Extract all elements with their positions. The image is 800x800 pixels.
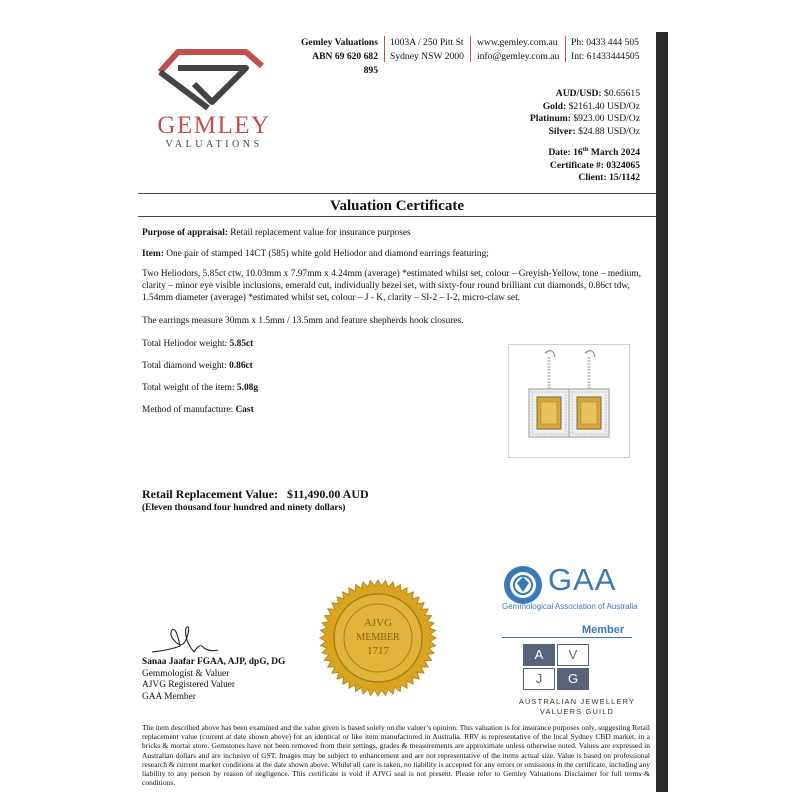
earring-photo bbox=[508, 344, 630, 458]
date-label: Date: bbox=[548, 147, 571, 159]
ajvg-letter: G bbox=[557, 668, 589, 690]
certificate-number: 0324065 bbox=[606, 159, 640, 171]
header-divider bbox=[384, 36, 385, 62]
ajvg-logo bbox=[523, 644, 589, 690]
address-line-1: 1003A / 250 Pitt St bbox=[390, 37, 464, 48]
silver-label: Silver: bbox=[548, 125, 576, 137]
spec-label: Total Heliodor weight: bbox=[142, 339, 228, 349]
decorative-side-bar bbox=[656, 32, 668, 792]
metal-rates bbox=[530, 88, 640, 138]
date-month-year: March 2024 bbox=[590, 147, 640, 159]
seal-text: 1717 bbox=[367, 645, 389, 657]
gold-value: $2161.40 USD/Oz bbox=[568, 100, 640, 112]
signatory-name: Sanaa Jaafar FGAA, AJP, dpG, DG bbox=[142, 657, 286, 667]
gaa-emblem-icon bbox=[502, 564, 544, 606]
purpose-line bbox=[142, 227, 647, 239]
website-link[interactable]: www.gemley.com.au bbox=[477, 37, 558, 48]
client-label: Client: bbox=[578, 172, 607, 184]
disclaimer-text: The item described above has been examined and the value given is based solely on the valuer’s opinion. This valuation is for insurance purposes only, suggesting Retail replacement value (current at date shown above) for an identical or like item manufactured in Australia. RRV is representative of the local Sydney CBD market, in a bricks & mortar store. Gemstones have not been removed from their settings, grades & measurements are approximate unless otherwise noted. Values are expressed in Australian dollars and are inclusive of GST. Images may be subject to enhancement and are not representative of the items actual size. Value is based on professional research & current market conditions at the date shown above. Whilst all care is taken, no liability is accepted for any errors or omissions in the certificate, including any liability to any person by reason of negligence. This certificate is void if AJVG seal is not present. Please refer to Gemley Valuations Disclaimer for full terms & conditions. bbox=[142, 723, 650, 788]
earrings-image bbox=[509, 345, 629, 457]
ajvg-letter: A bbox=[523, 644, 555, 666]
aud-usd-label: AUD/USD: bbox=[555, 88, 602, 99]
company-block bbox=[296, 36, 378, 78]
value-amount: $11,490.00 AUD bbox=[286, 487, 369, 501]
spec-value: 0.86ct bbox=[229, 361, 253, 371]
certificate-label: Certificate #: bbox=[549, 159, 605, 171]
signatory-block bbox=[142, 657, 285, 703]
address-block bbox=[390, 36, 464, 64]
logo-subtitle: VALUATIONS bbox=[165, 139, 263, 150]
silver-value: $24.88 USD/Oz bbox=[578, 125, 640, 137]
purpose-label: Purpose of appraisal: bbox=[142, 228, 228, 238]
spec-value: 5.08g bbox=[236, 383, 258, 393]
date-day: 16 bbox=[573, 147, 583, 159]
phone-block bbox=[571, 36, 640, 64]
value-in-words: (Eleven thousand four hundred and ninety dollars) bbox=[142, 503, 346, 513]
gaa-full-name: Gemmological Association of Australia bbox=[502, 602, 638, 611]
client-number: 15/1142 bbox=[609, 172, 640, 184]
item-description: Two Heliodors, 5.85ct ctw, 10.03mm x 7.97mm x 4.24mm (average) *estimated whilst set, colour – Greyish-Yellow, tone – medium, clarity – minor eye visible inclusions, emerald cut, individually bezel set, with sixty-four round brilliant cut diamonds, 0.86ct tdw, 1.54mm diameter (average) *estimated whilst set, colour – J - K, clarity – SI-2 – I-2, micro-claw set. bbox=[142, 269, 641, 304]
web-block bbox=[477, 36, 559, 64]
signature-image bbox=[150, 622, 240, 658]
header-divider bbox=[565, 36, 566, 62]
platinum-value: $923.00 USD/Oz bbox=[573, 113, 640, 124]
spec-label: Total weight of the item: bbox=[142, 383, 235, 393]
item-text: One pair of stamped 14CT (585) white gold Heliodor and diamond earrings featuring; bbox=[166, 249, 489, 259]
intl-phone-number: Int: 61433444505 bbox=[571, 51, 640, 62]
ajvg-gold-seal-icon bbox=[318, 578, 438, 698]
purpose-text: Retail replacement value for insurance purposes bbox=[230, 228, 411, 238]
item-label: Item: bbox=[142, 249, 164, 259]
date-suffix: th bbox=[582, 146, 589, 153]
signatory-role: GAA Member bbox=[142, 691, 196, 702]
section-rule bbox=[138, 193, 656, 194]
ajvg-name-line: VALUERS GUILD bbox=[539, 707, 615, 716]
company-abn: ABN 69 620 682 895 bbox=[312, 51, 378, 76]
ajvg-letter: J bbox=[523, 668, 555, 690]
ajvg-name bbox=[512, 697, 642, 717]
signatory-role: Gemmologist & Valuer bbox=[142, 668, 230, 679]
seal-text: AJVG bbox=[363, 617, 393, 629]
measurement-text: The earrings measure 30mm x 1.5mm / 13.5mm and feature shepherds hook closures. bbox=[142, 316, 464, 326]
platinum-label: Platinum: bbox=[529, 113, 571, 124]
spec-value: 5.85ct bbox=[229, 339, 254, 349]
spec-label: Total diamond weight: bbox=[142, 361, 227, 371]
spec-label: Method of manufacture: bbox=[142, 405, 234, 415]
gold-label: Gold: bbox=[542, 100, 567, 112]
ajvg-letter: V bbox=[557, 644, 589, 666]
page-title: Valuation Certificate bbox=[329, 198, 464, 214]
company-name: Gemley Valuations bbox=[300, 37, 378, 48]
header-divider bbox=[470, 36, 471, 62]
email-link[interactable]: info@gemley.com.au bbox=[477, 51, 560, 62]
logo-wordmark: GEMLEY bbox=[157, 112, 271, 139]
section-rule bbox=[138, 216, 656, 217]
ajvg-name-line: AUSTRALIAN JEWELLERY bbox=[518, 697, 636, 706]
certificate-meta bbox=[548, 144, 640, 185]
phone-number: Ph: 0433 444 505 bbox=[571, 37, 639, 48]
signatory-role: AJVG Registered Valuer bbox=[142, 680, 236, 690]
value-label: Retail Replacement Value: bbox=[142, 487, 278, 501]
spec-value: Cast bbox=[235, 405, 254, 415]
gaa-rule bbox=[502, 637, 632, 638]
aud-usd-value: $0.65615 bbox=[604, 88, 640, 99]
item-line bbox=[142, 248, 647, 260]
gaa-logo-text: GAA bbox=[548, 562, 617, 597]
seal-text: MEMBER bbox=[356, 632, 400, 643]
retail-replacement-value bbox=[142, 487, 369, 502]
address-line-2: Sydney NSW 2000 bbox=[390, 51, 464, 62]
gaa-member-label: Member bbox=[582, 624, 625, 636]
